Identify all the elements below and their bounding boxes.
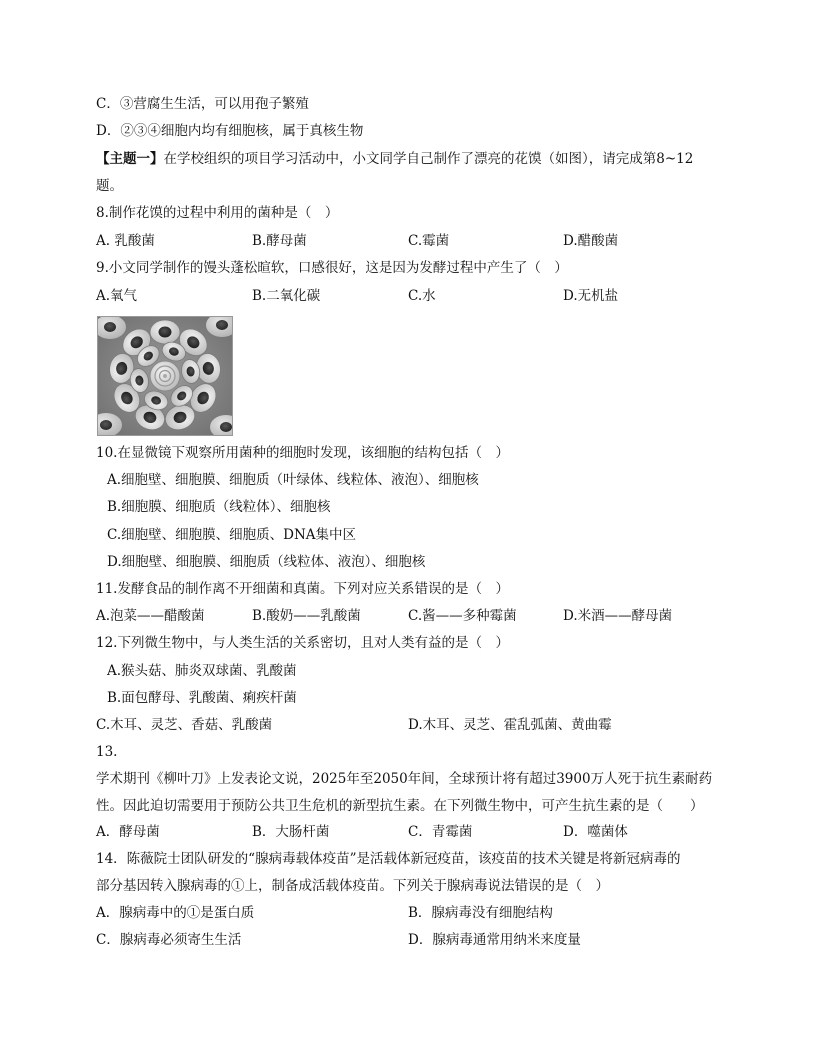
q10-stem: 10.在显微镜下观察所用菌种的细胞时发现，该细胞的结构包括（ ）	[96, 445, 509, 461]
q14-option-a: A．腺病毒中的①是蛋白质	[96, 905, 255, 921]
q10-option-d: D.细胞壁、细胞膜、细胞质（线粒体、液泡）、细胞核	[107, 554, 426, 570]
q12-option-d: D.木耳、灵芝、霍乱弧菌、黄曲霉	[408, 717, 612, 733]
q12-option-c: C.木耳、灵芝、香菇、乳酸菌	[96, 717, 273, 733]
q14-stem-line2: 部分基因转入腺病毒的①上，制备成活载体疫苗。下列关于腺病毒说法错误的是（ ）	[96, 878, 609, 894]
q14-option-c: C．腺病毒必须寄生生活	[96, 932, 242, 948]
prev-option-c: C．③营腐生生活，可以用孢子繁殖	[96, 96, 309, 112]
q9-stem: 9.小文同学制作的馒头蓬松暄软，口感很好，这是因为发酵过程中产生了（ ）	[96, 260, 568, 276]
q8-option-b: B.酵母菌	[252, 233, 307, 249]
q11-stem: 11.发酵食品的制作离不开细菌和真菌。下列对应关系错误的是（ ）	[96, 581, 509, 597]
theme-intro	[96, 149, 693, 169]
q11-option-c: C.酱——多种霉菌	[408, 608, 517, 624]
q9-option-d: D.无机盐	[563, 288, 619, 304]
q13-stem-line2: 性。因此迫切需要用于预防公共卫生危机的新型抗生素。在下列微生物中，可产生抗生素的是（ ）	[96, 798, 704, 814]
q8-stem: 8.制作花馍的过程中利用的菌种是（ ）	[96, 205, 339, 221]
theme-tag: 【主题一】	[96, 151, 164, 167]
q11-option-d: D.米酒——酵母菌	[563, 608, 673, 624]
flower-bun-icon	[98, 317, 232, 435]
flower-bun-photo	[97, 316, 233, 436]
q14-stem-line1: 14．陈薇院士团队研发的“腺病毒载体疫苗”是活载体新冠疫苗，该疫苗的技术关键是将新冠病毒的	[96, 851, 681, 867]
q13-option-c: C．青霉菌	[408, 824, 473, 840]
q12-stem: 12.下列微生物中，与人类生活的关系密切，且对人类有益的是（ ）	[96, 635, 509, 651]
theme-text-line2: 题。	[96, 178, 123, 194]
q8-option-a: A. 乳酸菌	[96, 233, 155, 249]
q8-option-d: D.醋酸菌	[563, 233, 619, 249]
q13-option-a: A．酵母菌	[96, 824, 160, 840]
q10-option-c: C.细胞壁、细胞膜、细胞质、DNA集中区	[107, 527, 357, 543]
q12-option-a: A.猴头菇、肺炎双球菌、乳酸菌	[107, 663, 297, 679]
prev-option-d: D．②③④细胞内均有细胞核，属于真核生物	[96, 123, 364, 139]
theme-text-line1: 在学校组织的项目学习活动中，小文同学自己制作了漂亮的花馍（如图），请完成第8~12	[163, 151, 694, 167]
q14-option-d: D．腺病毒通常用纳米来度量	[408, 932, 581, 948]
q13-number: 13.	[96, 744, 118, 760]
q10-option-a: A.细胞壁、细胞膜、细胞质（叶绿体、线粒体、液泡）、细胞核	[107, 472, 479, 488]
q8-option-c: C.霉菌	[408, 233, 450, 249]
q13-option-b: B．大肠杆菌	[252, 824, 330, 840]
q11-option-b: B.酸奶——乳酸菌	[252, 608, 361, 624]
q13-option-d: D．噬菌体	[563, 824, 628, 840]
q9-option-c: C.水	[408, 288, 436, 304]
q11-option-a: A.泡菜——醋酸菌	[96, 608, 205, 624]
q10-option-b: B.细胞膜、细胞质（线粒体）、细胞核	[107, 499, 331, 515]
q14-option-b: B．腺病毒没有细胞结构	[408, 905, 553, 921]
q9-option-b: B.二氧化碳	[252, 288, 321, 304]
q13-stem-line1: 学术期刊《柳叶刀》上发表论文说，2025年至2050年间，全球预计将有超过3900万人死于抗生素耐药	[96, 771, 713, 787]
q12-option-b: B.面包酵母、乳酸菌、痢疾杆菌	[107, 690, 297, 706]
q9-option-a: A.氧气	[96, 288, 138, 304]
